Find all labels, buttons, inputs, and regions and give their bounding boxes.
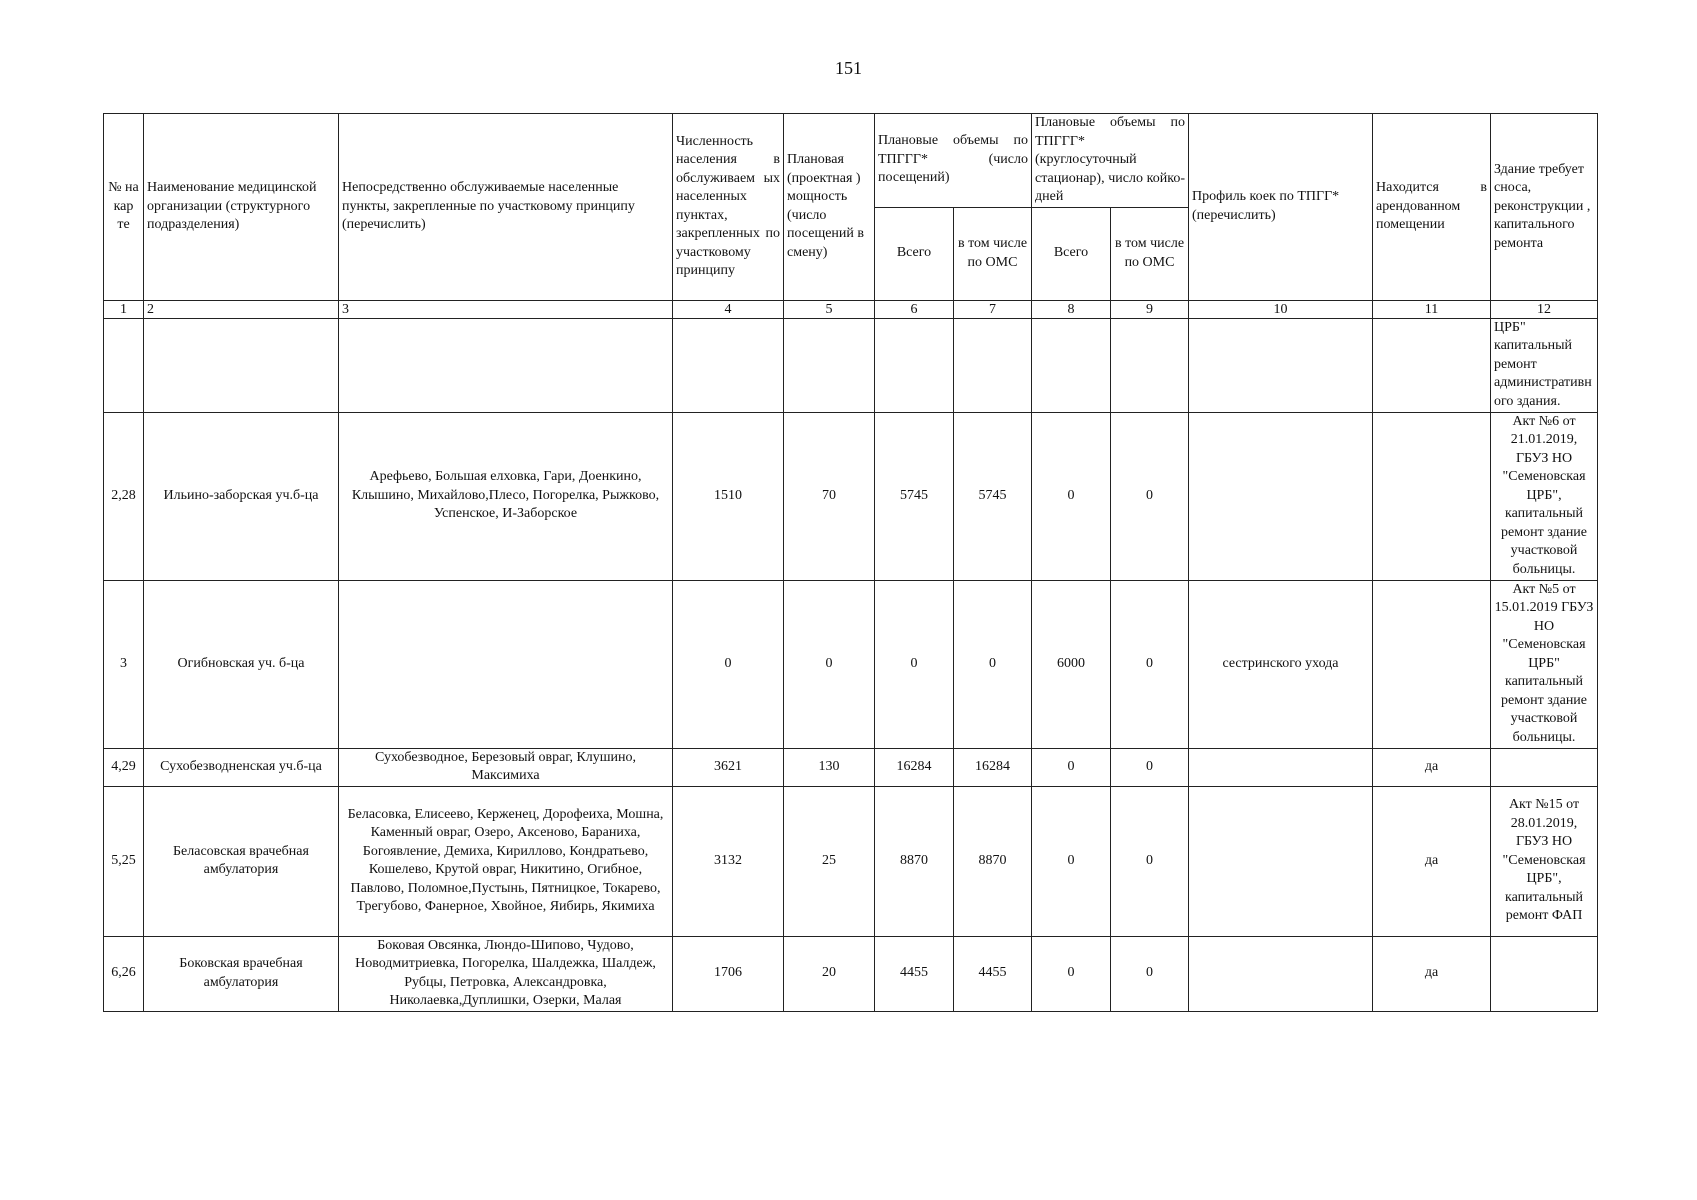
beds-total: 0 <box>1032 748 1111 786</box>
column-number-row <box>104 300 1598 318</box>
beds-total: 0 <box>1032 936 1111 1011</box>
visits-total: 8870 <box>875 786 954 936</box>
row-number <box>104 318 144 412</box>
header-number: № на кар те <box>104 114 144 301</box>
bed-profile <box>1189 412 1373 580</box>
header-visits-total: Всего <box>875 207 954 300</box>
column-number: 1 <box>104 300 144 318</box>
rented: да <box>1373 748 1491 786</box>
visits-total: 0 <box>875 580 954 748</box>
settlements: Сухобезводное, Березовый овраг, Клушино, Максимиха <box>339 748 673 786</box>
visits-oms: 4455 <box>954 936 1032 1011</box>
settlements: Арефьево, Большая елховка, Гари, Доенкино, Клышино, Михайлово,Плесо, Погорелка, Рыжково, Успенское, И-Заборское <box>339 412 673 580</box>
beds-total: 0 <box>1032 786 1111 936</box>
header-building-state: Здание требует сноса, реконструкции , капитального ремонта <box>1491 114 1598 301</box>
organization-name: Огибновская уч. б-ца <box>144 580 339 748</box>
capacity: 20 <box>784 936 875 1011</box>
bed-profile <box>1189 936 1373 1011</box>
building-state: Акт №5 от 15.01.2019 ГБУЗ НО "Семеновская ЦРБ" капитальный ремонт здание участковой больницы. <box>1491 580 1598 748</box>
organization-name: Ильино-заборская уч.б-ца <box>144 412 339 580</box>
header-visits-oms: в том числе по ОМС <box>954 207 1032 300</box>
beds-oms: 0 <box>1111 936 1189 1011</box>
beds-oms: 0 <box>1111 748 1189 786</box>
beds-oms: 0 <box>1111 786 1189 936</box>
column-number: 10 <box>1189 300 1373 318</box>
row-number: 5,25 <box>104 786 144 936</box>
capacity: 0 <box>784 580 875 748</box>
column-number: 6 <box>875 300 954 318</box>
population: 3621 <box>673 748 784 786</box>
building-state: Акт №6 от 21.01.2019, ГБУЗ НО "Семеновская ЦРБ", капитальный ремонт здание участковой больницы. <box>1491 412 1598 580</box>
bed-profile <box>1189 318 1373 412</box>
row-number: 6,26 <box>104 936 144 1011</box>
bed-profile <box>1189 786 1373 936</box>
organization-name: Боковская врачебная амбулатория <box>144 936 339 1011</box>
header-rented: Находится в арендованном помещении <box>1373 114 1491 301</box>
capacity: 130 <box>784 748 875 786</box>
table-row <box>104 412 1598 580</box>
building-state: Акт №15 от 28.01.2019, ГБУЗ НО "Семеновская ЦРБ", капитальный ремонт ФАП <box>1491 786 1598 936</box>
row-number: 2,28 <box>104 412 144 580</box>
header-beds-oms: в том числе по ОМС <box>1111 207 1189 300</box>
column-number: 12 <box>1491 300 1598 318</box>
building-state <box>1491 936 1598 1011</box>
row-number: 4,29 <box>104 748 144 786</box>
rented <box>1373 580 1491 748</box>
settlements: Беласовка, Елисеево, Керженец, Дорофеиха, Мошна, Каменный овраг, Озеро, Аксеново, Бараниха, Богоявление, Демиха, Кириллово, Кондратьево, Кошелево, Крутой овраг, Никитино, Огибное, Павлово, Поломное,Пустынь, Пятницкое, Токарево, Трегубово, Фанерное, Хвойное, Яибирь, Якимиха <box>339 786 673 936</box>
rented <box>1373 412 1491 580</box>
table-row <box>104 318 1598 412</box>
visits-oms: 8870 <box>954 786 1032 936</box>
header-organization: Наименование медицинской организации (структурного подразделения) <box>144 114 339 301</box>
visits-total: 4455 <box>875 936 954 1011</box>
capacity: 25 <box>784 786 875 936</box>
facilities-table <box>103 113 1598 1012</box>
header-planned-visits: Плановые объемы по ТПГГГ* (число посещений) <box>875 114 1032 208</box>
table-row <box>104 580 1598 748</box>
column-number: 11 <box>1373 300 1491 318</box>
building-state: ЦРБ" капитальный ремонт административного здания. <box>1491 318 1598 412</box>
row-number: 3 <box>104 580 144 748</box>
visits-total: 5745 <box>875 412 954 580</box>
header-bed-profile: Профиль коек по ТПГГ* (перечислить) <box>1189 114 1373 301</box>
beds-total: 6000 <box>1032 580 1111 748</box>
visits-oms: 5745 <box>954 412 1032 580</box>
population <box>673 318 784 412</box>
visits-total <box>875 318 954 412</box>
table-row <box>104 748 1598 786</box>
building-state <box>1491 748 1598 786</box>
capacity <box>784 318 875 412</box>
beds-oms: 0 <box>1111 580 1189 748</box>
table-row <box>104 786 1598 936</box>
rented: да <box>1373 786 1491 936</box>
population: 3132 <box>673 786 784 936</box>
header-population: Численность населения в обслуживаем ых населенных пунктах, закрепленных по участковому принципу <box>673 114 784 301</box>
organization-name: Беласовская врачебная амбулатория <box>144 786 339 936</box>
beds-oms <box>1111 318 1189 412</box>
header-planned-bed-days: Плановые объемы по ТПГГГ* (круглосуточный стационар), число койко-дней <box>1032 114 1189 208</box>
header-beds-total: Всего <box>1032 207 1111 300</box>
column-number: 2 <box>144 300 339 318</box>
page-number: 151 <box>835 58 862 78</box>
table-header <box>104 114 1598 319</box>
organization-name: Сухобезводненская уч.б-ца <box>144 748 339 786</box>
beds-total <box>1032 318 1111 412</box>
settlements <box>339 318 673 412</box>
column-number: 9 <box>1111 300 1189 318</box>
settlements: Боковая Овсянка, Люндо-Шипово, Чудово, Новодмитриевка, Погорелка, Шалдежка, Шалдеж, Рубцы, Петровка, Александровка, Николаевка,Дуплишки, Озерки, Малая <box>339 936 673 1011</box>
population: 1706 <box>673 936 784 1011</box>
capacity: 70 <box>784 412 875 580</box>
organization-name <box>144 318 339 412</box>
rented: да <box>1373 936 1491 1011</box>
visits-oms <box>954 318 1032 412</box>
table-row <box>104 936 1598 1011</box>
visits-oms: 0 <box>954 580 1032 748</box>
column-number: 7 <box>954 300 1032 318</box>
bed-profile: сестринского ухода <box>1189 580 1373 748</box>
beds-oms: 0 <box>1111 412 1189 580</box>
bed-profile <box>1189 748 1373 786</box>
column-number: 8 <box>1032 300 1111 318</box>
settlements <box>339 580 673 748</box>
population: 0 <box>673 580 784 748</box>
column-number: 3 <box>339 300 673 318</box>
beds-total: 0 <box>1032 412 1111 580</box>
column-number: 4 <box>673 300 784 318</box>
visits-oms: 16284 <box>954 748 1032 786</box>
header-settlements: Непосредственно обслуживаемые населенные пункты, закрепленные по участковому принципу (перечислить) <box>339 114 673 301</box>
header-capacity: Плановая (проектная ) мощность (число посещений в смену) <box>784 114 875 301</box>
rented <box>1373 318 1491 412</box>
population: 1510 <box>673 412 784 580</box>
column-number: 5 <box>784 300 875 318</box>
visits-total: 16284 <box>875 748 954 786</box>
